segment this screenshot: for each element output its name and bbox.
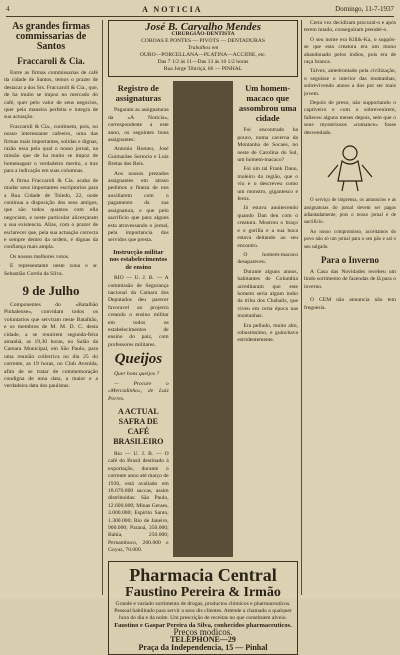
paragraph: A firma Fraccaroli & Cia. acaba de mudar seus importantes escriptorios para a Rua Cidade de Toledo, 22, onde continua a disposição dos seus amigos, que são todos quantos com ella negociam, e neste particular alicerçaram a sua existencia. Alias, com o prazer de esclarecer que, pela sua actuação correcta e sempre dentro da ordem, é dignas da confiança mais ampla. — [4, 177, 98, 251]
column-3 — [304, 20, 396, 595]
pharmacy-owners: Faustino Pereira & Irmão — [125, 584, 281, 600]
paragraph: O seu nome era Killik-Ka, o suppôs-se que esta creatura era um mono abandonado pelos indios, pois era de raça branca. — [304, 36, 396, 66]
column-rule — [173, 81, 234, 556]
paragraph: Pagaram as assignaturas da «A Noticia», correspondente a este anno, os seguintes bons assignantes: — [108, 107, 169, 144]
newspaper-title: A NOTICIA — [142, 4, 203, 14]
paragraph: Antonio Romeu, José Guimarães Sertorio e Luiz Bretas dos Reis. — [108, 146, 169, 168]
dentist-title: CIRURGIÃO-DENTISTA — [171, 31, 235, 38]
sub-columns — [108, 81, 298, 556]
column-2b — [237, 81, 298, 556]
pharmacy-prices: Preços modicos. — [173, 627, 233, 637]
pharmacy-address: Praça da Independencia, 15 — Pinhal — [138, 642, 268, 652]
headline: A ACTUAL SAFRA DE CAFÉ BRASILEIRO — [113, 406, 164, 446]
poem-line: — Procure o «Mercadinho», de Luiz Porres. — [108, 380, 169, 402]
headline: 9 de Julho — [22, 282, 80, 298]
column-rule — [102, 20, 103, 595]
paragraph: Componentes do «Batalhão Pinhalense», convidam todos os voluntarios que serviram neste Batalhão, e os membros de M. M. D. C. desta cidade, a se reunirem segunda-feira amanhã, as 19,30 horas, no Salão da Camara Municipal, em São Paulo, para uma reunião collectiva no dia 25 do corrente, as 19 horas, no Club Avenida, afim de se tratar de commemoração condigna de uma data, a maior e a verdadeira data dos paulistas. — [4, 301, 98, 390]
paragraph: E representante neste zona o sr. Sebastião Corrêa da Silva. — [4, 263, 98, 277]
masthead — [6, 2, 394, 17]
dentist-ad — [108, 20, 298, 77]
paragraph: Era pelludo, muito alto, robustissimo, e guinchava estridentemente. — [237, 322, 298, 344]
column-2a — [108, 81, 169, 556]
headline: As grandes firmas commissarias de Santos — [12, 21, 90, 52]
subheadline: Fraccaroli & Cia. — [17, 56, 85, 66]
paragraph: O serviço de imprensa, os annuncios e as assignaturas do jornal devem ser pagos adiantadamente, pois o nosso jornal é de sacrificio. — [304, 198, 396, 226]
pharmacy-description: Grande e variado sortimento de drogas, productos chimicos e pharmaceuticos. Pessoal habilitado para servir a seus dis clientes. Attende a chamado a qualquer hora do dia e da noite. Um prescrição de receitas no que constituem alveio. — [114, 600, 292, 621]
headline: Queijos — [114, 351, 163, 368]
paragraph: Os nossos melhores votos. — [10, 253, 70, 260]
paragraph: Ao nosso compromisso, acceitamos do povo não só um jornal para o seu pão e sal o seu salgado. — [304, 229, 396, 250]
dentist-services: COROAS E PONTES — PIVOTS — DENTADURAS — [141, 38, 265, 45]
column-2 — [108, 20, 298, 655]
pharmacy-owner-line: Faustino e Gaspar Pereira da Silva, conhecidos pharmaceuticos. — [114, 621, 292, 629]
headline: Um homem-macaco que assombrou uma cidade — [238, 83, 297, 124]
dentist-address: Rua Jorge Tibiriçá, 66 — PINHAL — [163, 66, 243, 73]
paragraph: Depois de preso, não supportando o captiveiro e com o sobrevenirem, falleceu alguns meses depois, sem que o seus mysteriosos «romance» fosse desvendado. — [304, 100, 396, 136]
ape-man-illustration — [320, 141, 380, 193]
paragraph: Entre as firmas commissarias de café da cidade de Santos, temos o prazer de destacar a dos Srs. Fraccaroli & Cia., que, de ha muito se impoz no mercado do café, quer pelo valor de seus negocios, quer pela maneira perfeita e integra de sua actuação. — [4, 70, 98, 121]
paragraph: Fraccaroli & Cia., contituem, pois, no nosso interessante cafeeiro, uma das firmas mais importantes, solidas e dignas, razão essa pela qual o nosso jornal, na missão que de ha muito se impoz de homenagear o verdadeiro merito, a traz para a indicação em suas columnas. — [4, 123, 98, 175]
paragraph: Durante alguns annos, habitantes de Columbia acreditaram que este homem seria algum índio da tribu dos Chahalis, que viveu em certa época nas montanhas. — [237, 268, 298, 320]
headline: Registro de assignaturas — [115, 83, 161, 104]
paragraph: O CEM não annuncia não tem freguesia. — [304, 297, 396, 311]
poem-line: Quer bons queijos ? — [114, 371, 160, 378]
dentist-hours: Das 7 1/2 ás 11—Das 13 ás 16 1/2 horas — [157, 59, 249, 66]
column-1 — [4, 20, 98, 595]
paragraph: Talvez, amedrontado pela civilização, o seguisse o interior das montanhas, sobrevivendo annos a dos por ser mais jovem. — [304, 68, 396, 97]
dentist-name: José B. Carvalho Mendes — [144, 21, 262, 33]
paragraph: Rio — U. J. B. — O café do Brasil destinado á exportação, durante o corrente anno até março de 1936, está avaliado em 18.670.000 saccas, assim distribuidas: São Paulo, 12.600.000; Minas Geraes, 3.000.000; Espirito Santo, 1.300.000; Rio de Janeiro, 900.000; Paraná, 350.000; Bahia, 250.000; Pernambuco, 200.000 e Goyaz, 70.000. — [108, 450, 169, 554]
dentist-work: Trabalhos em — [187, 45, 219, 52]
paragraph: Aos nossos prezados assignantes em atraso pedimos a fineza de nos auxiliarem com o pagamento da sua assignatura, e que pelo sacrificio que para alguns esta atravessando o jornal, pela importancia dos servidos que presta. — [108, 170, 169, 244]
pharmacy-phone: TELEPHONE—29 — [170, 635, 236, 645]
paragraph: Já estava anoitecendo quando Dan deu com o creatura. Mostrou o braço e o gorilla e a sua boca estava deitando ao seu encontro. — [237, 205, 298, 249]
pharmacy-name: Pharmacia Central — [129, 564, 277, 585]
issue-date: Domingo, 11-7-1937 — [335, 5, 394, 13]
paragraph: A Casa das Novidades recebeu um lindo sortimento de fazendas de lã para o inverno. — [304, 268, 396, 290]
paragraph: Foi encontrado ha pouco, numa caverna da Montanha de Socaes, no oeste de Carolina do Sul, um homem-macaco? — [237, 127, 298, 164]
paragraph: RIO — U. J. B. — A commissão de Segurança nacional da Camara dos Deputados deu parecer favoravel ao projecto creando o ensino militar em todos os estabelecimentos de ensino do paiz, com professores militares. — [108, 275, 169, 348]
paragraph: O homem-macaco desapareceu. — [237, 251, 298, 266]
headline: Instrucção militar nos estabelecimentos de ensino — [109, 248, 168, 271]
dentist-metals: OURO—PORCELLANA—PLATINA—ACCIDIE, etc. — [139, 52, 267, 59]
headline: Para o Inverno — [321, 254, 379, 265]
page-number: 4 — [6, 5, 10, 13]
paragraph: Foi um tal Frank Dano, moleiro da região, que o viu e o descreveu como um monstro, gigantesco e feroz. — [237, 166, 298, 203]
paragraph: Certa vez decidiram procural-o e após terem lutado, conseguiram prendel-o. — [304, 20, 396, 34]
pharmacy-ad — [108, 561, 298, 655]
column-rule — [301, 20, 302, 595]
